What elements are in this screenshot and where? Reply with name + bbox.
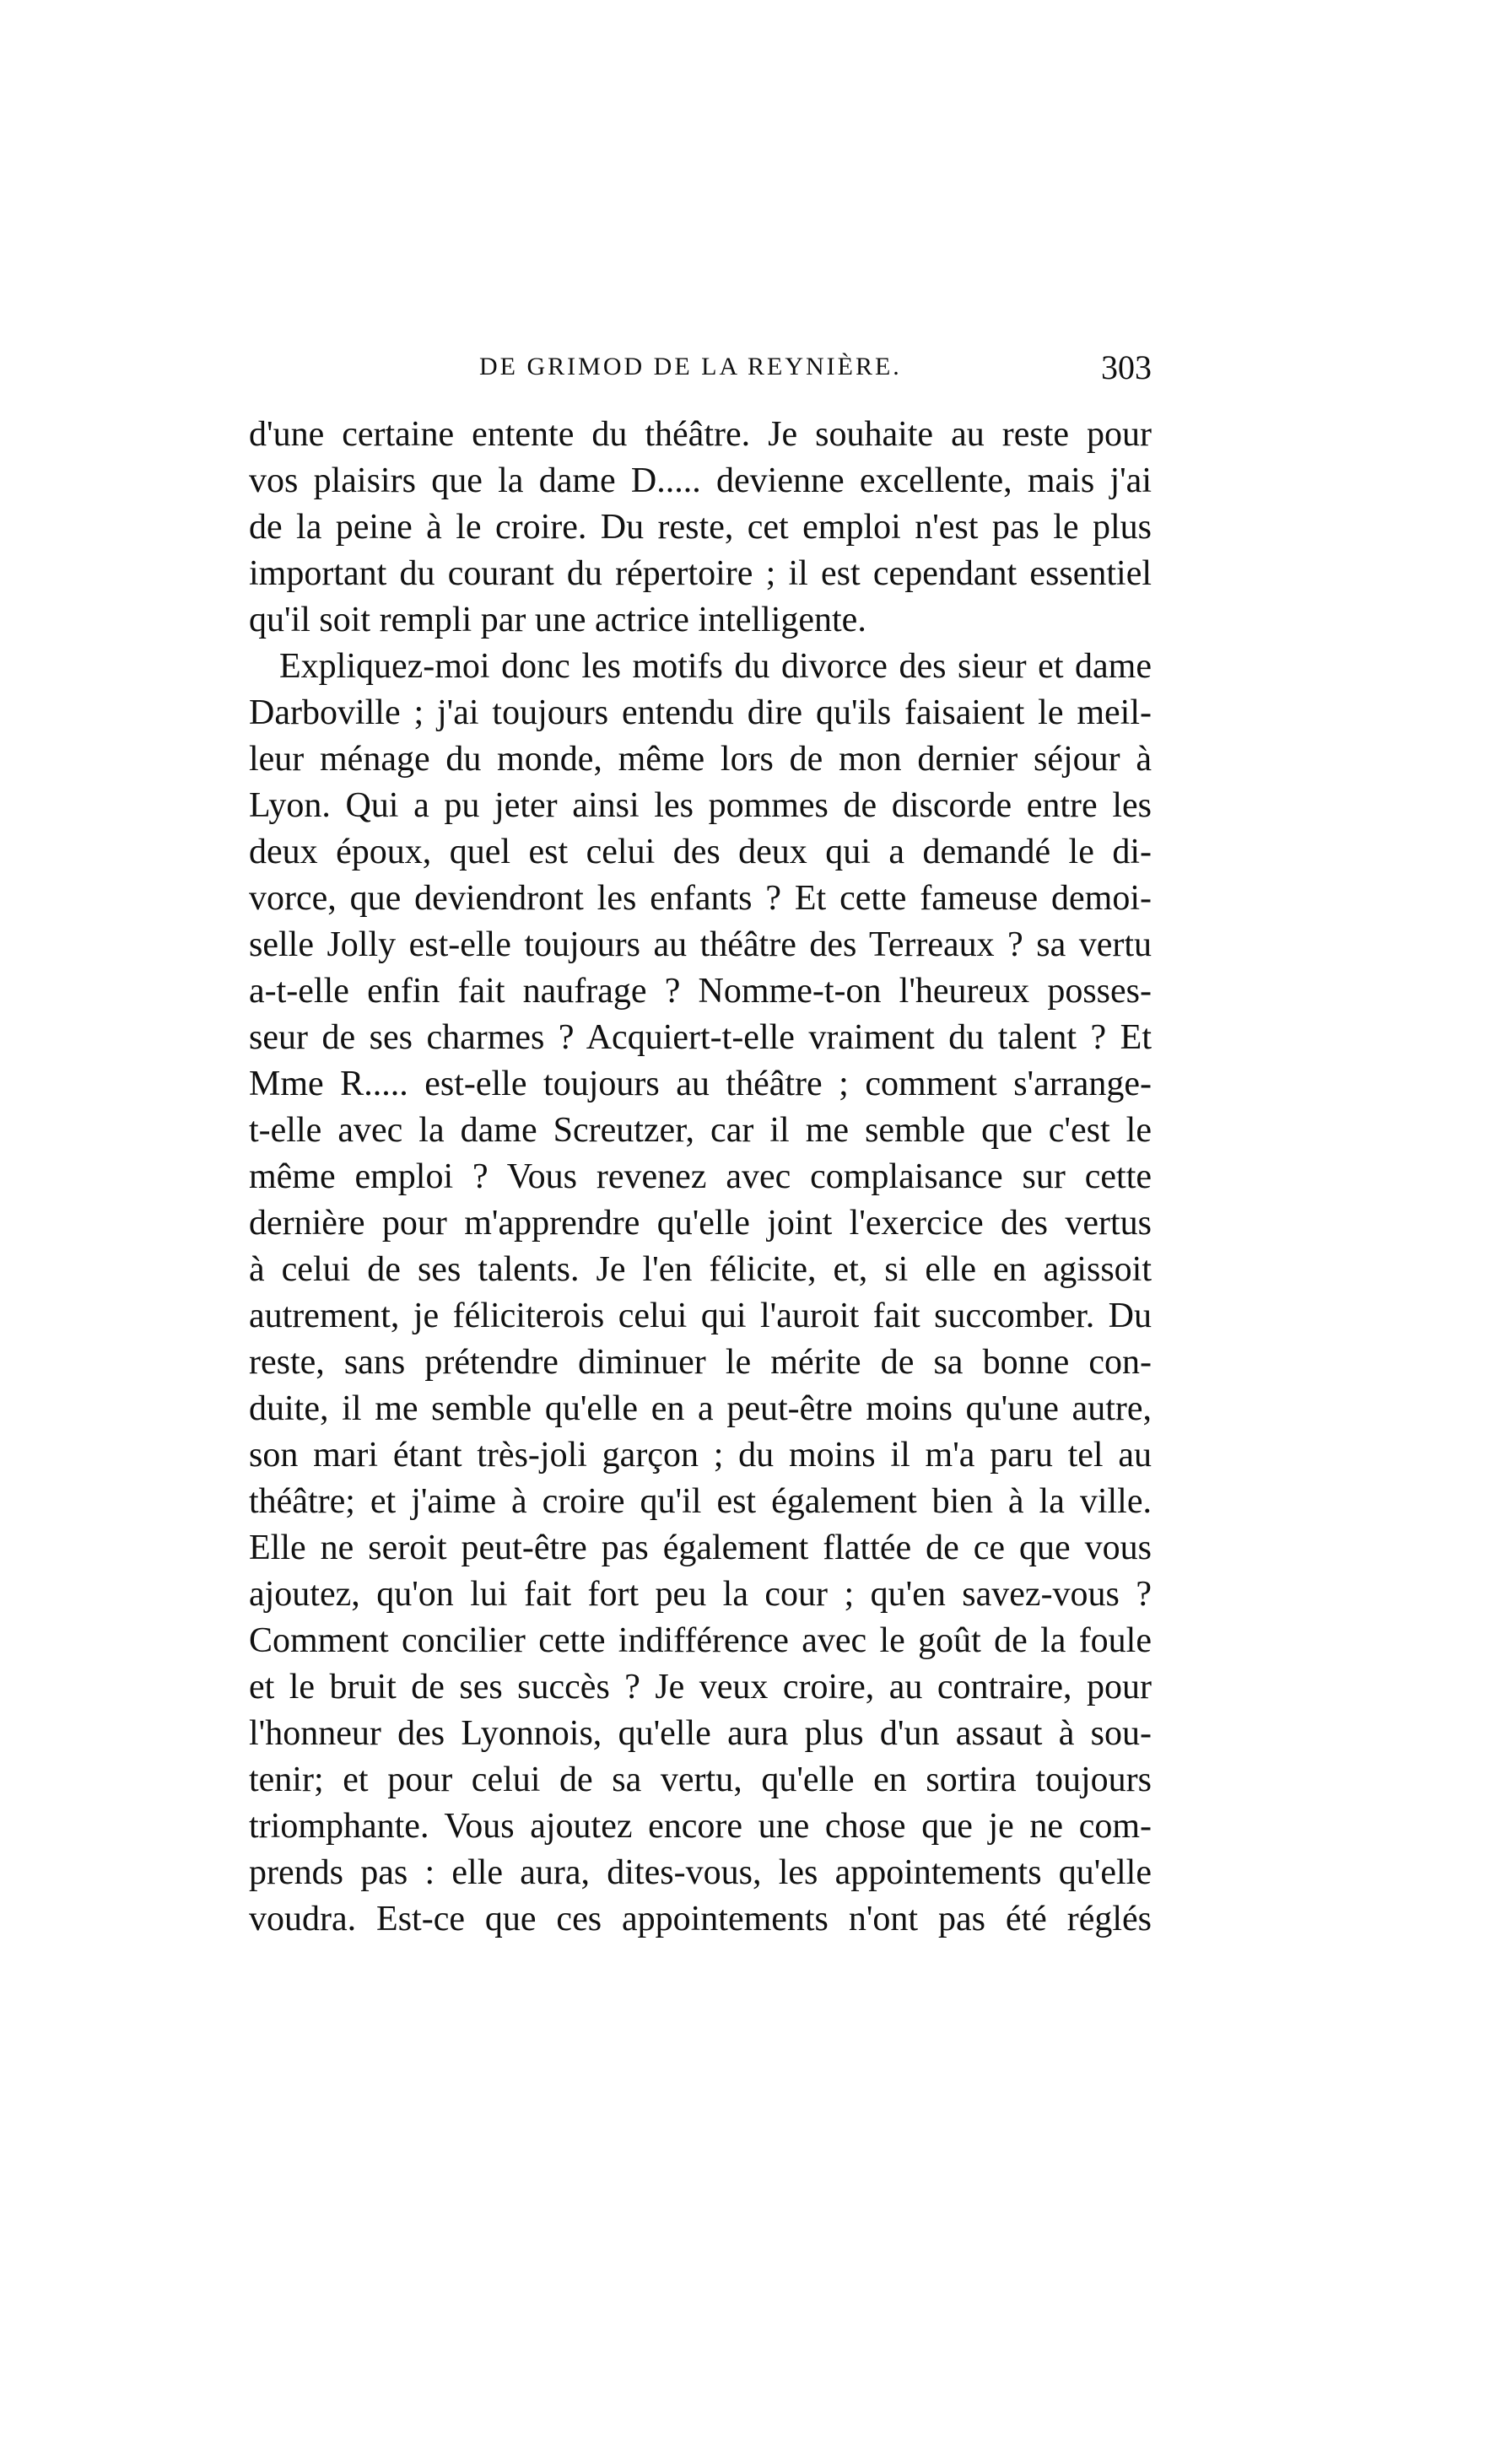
running-head: DE GRIMOD DE LA REYNIÈRE. xyxy=(479,353,902,380)
text-line: reste, sans prétendre diminuer le mérite de sa bonne con- xyxy=(249,1343,1152,1382)
text-line: autrement, je féliciterois celui qui l'auroit fait succomber. Du xyxy=(249,1297,1152,1335)
text-line: Darboville ; j'ai toujours entendu dire qu'ils faisaient le meil- xyxy=(249,693,1152,732)
text-line: voudra. Est-ce que ces appointements n'ont pas été réglés xyxy=(249,1900,1152,1938)
text-line: seur de ses charmes ? Acquiert-t-elle vraiment du talent ? Et xyxy=(249,1018,1152,1057)
text-line: a-t-elle enfin fait naufrage ? Nomme-t-on l'heureux posses- xyxy=(249,972,1152,1011)
text-line: théâtre; et j'aime à croire qu'il est également bien à la ville. xyxy=(249,1482,1152,1521)
text-line: duite, il me semble qu'elle en a peut-être moins qu'une autre, xyxy=(249,1389,1152,1428)
page-number: 303 xyxy=(1101,348,1152,386)
page-header xyxy=(249,348,1152,391)
text-line: Elle ne seroit peut-être pas également flattée de ce que vous xyxy=(249,1529,1152,1567)
text-line: même emploi ? Vous revenez avec complaisance sur cette xyxy=(249,1157,1152,1196)
text-line: Mme R..... est-elle toujours au théâtre ; comment s'arrange- xyxy=(249,1065,1152,1103)
text-line: à celui de ses talents. Je l'en félicite, et, si elle en agissoit xyxy=(249,1250,1152,1289)
text-line: prends pas : elle aura, dites-vous, les appointements qu'elle xyxy=(249,1853,1152,1892)
text-line: vorce, que deviendront les enfants ? Et cette fameuse demoi- xyxy=(249,879,1152,918)
text-line: vos plaisirs que la dame D..... devienne excellente, mais j'ai xyxy=(249,461,1152,500)
text-line: de la peine à le croire. Du reste, cet emploi n'est pas le plus xyxy=(249,508,1152,547)
text-line: t-elle avec la dame Screutzer, car il me semble que c'est le xyxy=(249,1111,1152,1150)
body-text xyxy=(249,412,1152,1943)
text-line: tenir; et pour celui de sa vertu, qu'elle en sortira toujours xyxy=(249,1760,1152,1799)
text-line: Comment concilier cette indifférence avec le goût de la foule xyxy=(249,1621,1152,1660)
text-line: Expliquez-moi donc les motifs du divorce des sieur et dame xyxy=(279,647,1152,686)
text-line: selle Jolly est-elle toujours au théâtre des Terreaux ? sa vertu xyxy=(249,925,1152,964)
text-line: qu'il soit rempli par une actrice intelligente. xyxy=(249,601,866,639)
text-line: ajoutez, qu'on lui fait fort peu la cour ; qu'en savez-vous ? xyxy=(249,1575,1152,1614)
text-line: d'une certaine entente du théâtre. Je souhaite au reste pour xyxy=(249,415,1152,454)
text-line: leur ménage du monde, même lors de mon dernier séjour à xyxy=(249,740,1152,779)
text-line: dernière pour m'apprendre qu'elle joint l'exercice des vertus xyxy=(249,1204,1152,1243)
text-line: Lyon. Qui a pu jeter ainsi les pommes de discorde entre les xyxy=(249,786,1152,825)
text-line: important du courant du répertoire ; il est cependant essentiel xyxy=(249,554,1152,593)
text-line: son mari étant très-joli garçon ; du moins il m'a paru tel au xyxy=(249,1436,1152,1475)
text-line: et le bruit de ses succès ? Je veux croire, au contraire, pour xyxy=(249,1668,1152,1706)
text-line: deux époux, quel est celui des deux qui a demandé le di- xyxy=(249,833,1152,871)
text-line: triomphante. Vous ajoutez encore une chose que je ne com- xyxy=(249,1807,1152,1846)
text-line: l'honneur des Lyonnois, qu'elle aura plus d'un assaut à sou- xyxy=(249,1714,1152,1753)
